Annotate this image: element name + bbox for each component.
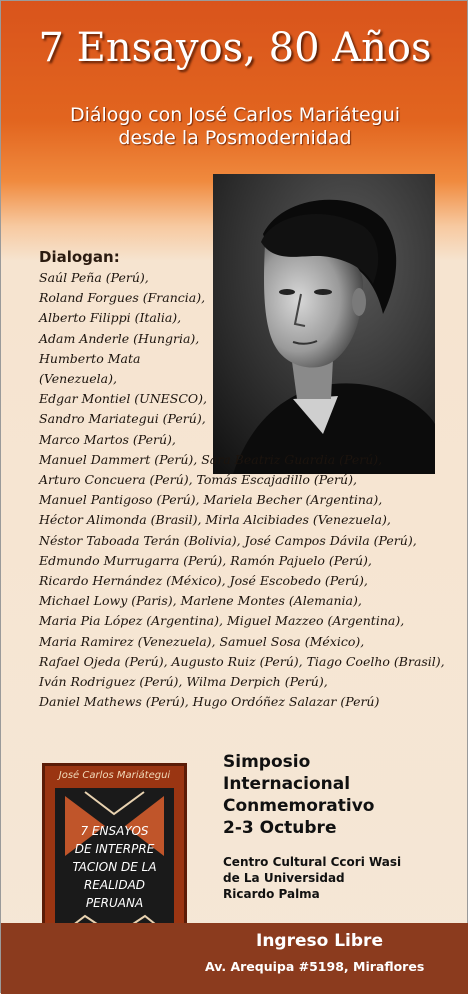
- venue-line-1: Centro Cultural Ccori Wasi: [223, 855, 402, 869]
- book-title-line: REALIDAD: [83, 878, 146, 892]
- address-text: Av. Arequipa #5198, Miraflores: [205, 959, 425, 974]
- participant-line: Manuel Dammert (Perú), Sara Beatriz Guardia (Perú),: [39, 451, 383, 467]
- participant-line: Michael Lowy (Paris), Marlene Montes (Alemania),: [39, 593, 362, 609]
- participant-line: Marco Martos (Perú),: [39, 431, 176, 447]
- event-line-3: Conmemorativo: [223, 796, 375, 816]
- event-dates: 2-3 Octubre: [223, 818, 337, 838]
- subtitle-line-1: Diálogo con José Carlos Mariátegui: [69, 104, 401, 126]
- participant-line: Iván Rodriguez (Perú), Wilma Derpich (Perú),: [39, 674, 328, 690]
- event-line-2: Internacional: [223, 774, 351, 794]
- venue-line-2: de La Universidad: [223, 871, 345, 885]
- participant-line: Héctor Alimonda (Brasil), Mirla Alcibiades (Venezuela),: [39, 512, 391, 528]
- venue-line-3: Ricardo Palma: [223, 887, 320, 901]
- poster-title: 7 Ensayos, 80 Años: [38, 25, 432, 71]
- participant-line: Humberto Mata: [39, 350, 141, 366]
- participant-line: (Venezuela),: [39, 371, 117, 387]
- participant-line: Edgar Montiel (UNESCO),: [39, 391, 207, 407]
- venue-info: [223, 854, 401, 902]
- participant-line: Daniel Mathews (Perú), Hugo Ordóñez Salazar (Perú): [39, 694, 380, 710]
- book-author: José Carlos Mariátegui: [58, 770, 171, 781]
- participant-line: Maria Pia López (Argentina), Miguel Mazzeo (Argentina),: [39, 613, 405, 629]
- poster-subtitle: [1, 104, 468, 150]
- book-title-line: 7 ENSAYOS: [80, 824, 149, 838]
- event-info: [223, 751, 374, 839]
- participant-line: Adam Anderle (Hungria),: [39, 330, 200, 346]
- participant-line: Manuel Pantigoso (Perú), Mariela Becher (Argentina),: [39, 492, 383, 508]
- participants-label: Dialogan:: [39, 248, 120, 266]
- participant-line: Néstor Taboada Terán (Bolivia), José Campos Dávila (Perú),: [39, 532, 417, 548]
- participants-list: [39, 268, 459, 712]
- book-title-line: PERUANA: [85, 896, 144, 910]
- participant-line: Roland Forgues (Francia),: [39, 290, 206, 306]
- participant-line: Maria Ramirez (Venezuela), Samuel Sosa (México),: [39, 633, 365, 649]
- participant-line: Sandro Mariategui (Perú),: [39, 411, 206, 427]
- admission-text: Ingreso Libre: [256, 931, 383, 951]
- participant-line: Arturo Concuera (Perú), Tomás Escajadillo (Perú),: [39, 472, 357, 488]
- participant-line: Saúl Peña (Perú),: [39, 270, 149, 285]
- subtitle-line-2: desde la Posmodernidad: [118, 127, 352, 149]
- participant-line: Ricardo Hernández (México), José Escobedo (Perú),: [39, 573, 368, 589]
- participant-line: Edmundo Murrugarra (Perú), Ramón Pajuelo (Perú),: [39, 552, 372, 568]
- book-title-line: TACION DE LA: [72, 860, 157, 874]
- participant-line: Alberto Filippi (Italia),: [39, 310, 182, 326]
- event-line-1: Simposio: [223, 752, 311, 772]
- participant-line: Rafael Ojeda (Perú), Augusto Ruiz (Perú), Tiago Coelho (Brasil),: [39, 653, 445, 669]
- book-title-line: DE INTERPRE: [74, 842, 155, 856]
